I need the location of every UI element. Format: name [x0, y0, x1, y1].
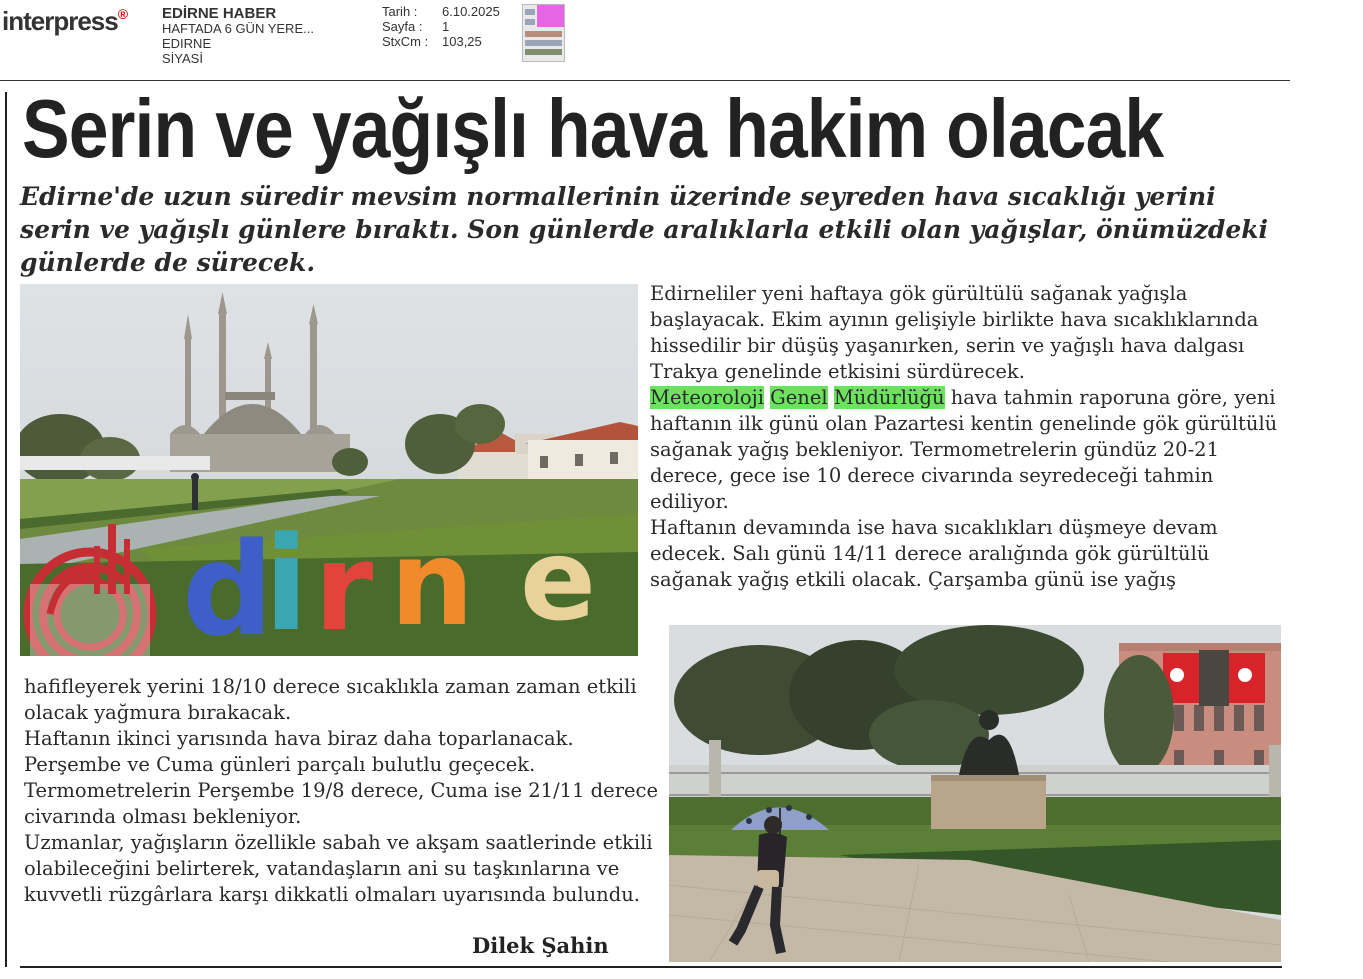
rainy-square-photo	[669, 625, 1281, 962]
paragraph-5: Haftanın ikinci yarısında hava biraz daha toparlanacak. Perşembe ve Cuma günleri parçalı bulutlu geçecek.	[24, 727, 574, 776]
sign-letter-r: r	[314, 519, 374, 656]
page-thumbnail[interactable]	[522, 4, 565, 62]
paragraph-4: hafifleyerek yerini 18/10 derece sıcaklıkla zaman zaman etkili olacak yağmura bırakacak.	[24, 675, 637, 724]
highlight-meteoroloji: Meteoroloji	[650, 386, 764, 409]
bottom-rule	[20, 966, 1282, 968]
paragraph-3: Haftanın devamında ise hava sıcaklıkları düşmeye devam edecek. Salı günü 14/11 derece aralığında gök gürültülü sağanak yağış etkili olacak. Çarşamba günü ise yağış	[650, 516, 1218, 591]
paragraph-2: Meteoroloji Genel Müdürlüğü hava tahmin raporuna göre, yeni haftanın ilk günü olan Pazartesi kentin genelinde gök gürültülü sağanak yağış bekleniyor. Termometrelerin gündüz 20-21 derece, gece ise 10 derece civarında seyredeceği tahmin ediliyor.	[650, 386, 1278, 513]
publication-info	[162, 6, 314, 66]
article-column-2	[24, 674, 664, 908]
meta-stxcm: StxCm : 103,25	[382, 34, 482, 49]
publication-name: EDİRNE HABER	[162, 5, 277, 22]
publication-city: EDIRNE	[162, 36, 212, 51]
page-number-fragment	[560, 970, 600, 979]
interpress-logo: interpress®	[2, 6, 128, 36]
sign-letter-d: d	[182, 516, 274, 656]
article-headline: Serin ve yağışlı hava hakim olacak	[22, 82, 1164, 175]
byline: Dilek Şahin	[472, 933, 609, 958]
publication-frequency: HAFTADA 6 GÜN YERE...	[162, 21, 314, 36]
edirne-sign-photo	[20, 284, 638, 656]
sign-letter-e: e	[520, 516, 596, 646]
highlight-genel: Genel	[770, 386, 828, 409]
publication-category: SİYASİ	[162, 51, 203, 66]
sign-letter-i: i	[264, 508, 309, 656]
article-column-1	[650, 281, 1290, 593]
sign-letter-n: n	[390, 514, 475, 652]
left-column-rule	[5, 92, 7, 967]
meta-date: Tarih : 6.10.2025	[382, 4, 500, 19]
article-lead: Edirne'de uzun süredir mevsim normallerinin üzerinde seyreden hava sıcaklığı yerini serin ve yağışlı günlere bıraktı. Son günlerde aralıklarla etkili olan yağışlar, önümüzdeki günlerde de sürecek.	[20, 182, 1269, 277]
meta-page: Sayfa : 1	[382, 19, 450, 34]
paragraph-1: Edirneliler yeni haftaya gök gürültülü sağanak yağışla başlayacak. Ekim ayının gelişiyle birlikte hava sıcaklıklarında hissedilir bir düşüş yaşanırken, serin ve yağışlı hava dalgası Trakya genelinde etkisini sürdürecek.	[650, 282, 1259, 383]
clipping-meta	[382, 4, 500, 49]
highlight-mudurlugu: Müdürlüğü	[833, 386, 945, 409]
paragraph-7: Uzmanlar, yağışların özellikle sabah ve akşam saatlerinde etkili olabileceğini belirterek, vatandaşların ani su taşkınlarına ve kuvvetli rüzgârlara karşı dikkatli olmaları uyarısında bulundu.	[24, 831, 653, 906]
paragraph-6: Termometrelerin Perşembe 19/8 derece, Cuma ise 21/11 derece civarında olması bekleniyor.	[24, 779, 659, 828]
clipping-header	[0, 0, 1290, 81]
